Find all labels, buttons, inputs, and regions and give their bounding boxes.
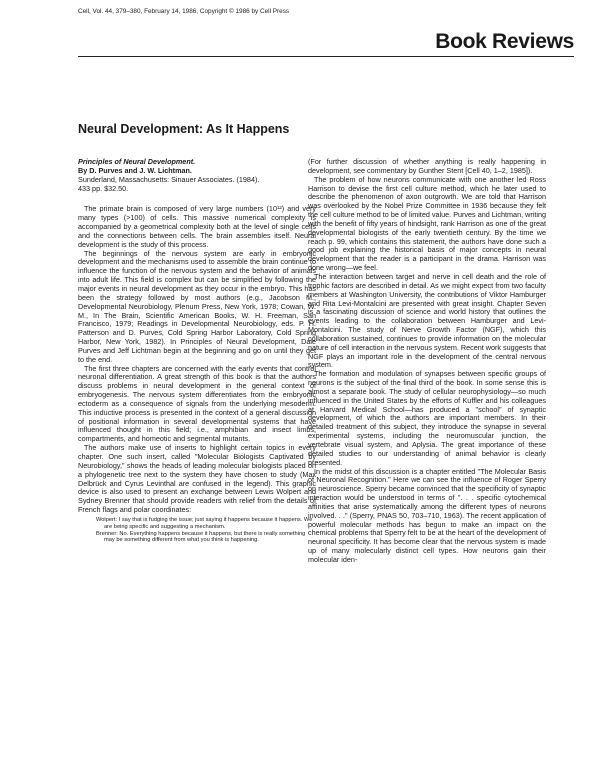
book-pages-price: 433 pp. $32.50.: [78, 183, 129, 193]
paragraph: The formation and modulation of synapses between specific groups of neurons is the subject of the final third of the book. In some sense this is almost a separate book. The study of cellular neurophysiology—so much influenced in the United States by the efforts of Kuffler and his colleagues at Harvard Medical School—has produced a "school" of synaptic development, of which the authors are important members. In their detailed treatment of this subject, they introduce the synapse in several experimental systems, including the neuromuscular junction, the vertebrate visual system, and Aplysia. The great importance of these detailed studies to our understanding of animal behavior is clearly presented.: [308, 369, 546, 467]
paragraph: (For further discussion of whether anything is really happening in development, see commentary by Gunther Stent [Cell 40, 1–2, 1985]).: [308, 158, 546, 175]
paragraph: The first three chapters are concerned with the early events that control neuronal differentiation. A great strength of this book is that the authors discuss problems in neural development in the general context of embryogenesis. The nervous system differentiates from the embryonic ectoderm as a consequence of signals from the underlying mesoderm. This inductive process is presented in the context of a general discussion of positional information in several developmental systems that have influenced thought in this field; i.e., amphibian and insect limbs, compartments, and homeotic and segmental mutants.: [78, 363, 316, 444]
right-column: [308, 158, 546, 754]
paragraph: The primate brain is composed of very large numbers (10¹²) and very many types (>100) of cells. This massive numerical complexity is accompanied by a geometrical complexity both at the level of single cells and the connections between cells. The brain assembles itself. Neural development is the study of this process.: [78, 204, 316, 249]
paragraph: The problem of how neurons communicate with one another led Ross Harrison to devise the first cell culture method, which he later used to describe the phenomenon of axon outgrowth. We are told that Harrison was overlooked by the Nobel Prize Committee in 1936 because they felt the cell culture method to be of limited value. Purves and Lichtman, writing with the benefit of fifty years of hindsight, rank Harrison as one of the great developmental biologists of the early twentieth century. By the time we reach p. 99, which contains this statement, the authors have done such a good job explaining the historical basis of major concepts in neural development that the reader is a participant in the drama. Harrison was done wrong—we feel.: [308, 174, 546, 273]
left-column: [78, 158, 316, 754]
book-authors: By D. Purves and J. W. Lichtman.: [78, 165, 192, 175]
dialogue-line: Brenner: No. Everything happens because it happens, but there is really something may be something different from what you think is happening.: [96, 530, 306, 544]
book-title: Principles of Neural Development.: [78, 158, 196, 166]
book-publisher: Sunderland, Massachusetts: Sinauer Associates. (1984).: [78, 174, 260, 184]
dialogue-line: Wolpert: I say that is fudging the issue; just saying it happens because it happens. We are being specific and suggesting a mechanism.: [96, 516, 313, 530]
header-rule: [78, 56, 574, 57]
paragraph: The beginnings of the nervous system are early in embryonic development and the mechanisms used to assemble the brain continue to influence the function of the nervous system and the behavior of animals into adult life. This field is complex but can be simplified by following the major events in neural development as they occur in the embryo. This has been the strategy followed by most authors (e.g., Jacobson M., Developmental Neurobiology, Plenum Press, New York, 1978; Cowan, W. M., In The Brain, Scientific American Books, W. H. Freeman, San Francisco, 1979; Readings in Developmental Neurobiology, eds. P. H. Patterson and D. Purves, Cold Spring Harbor Laboratory, Cold Spring Harbor, New York, 1982). In Principles of Neural Development, Dale Purves and Jeff Lichtman begin at the beginning and go on until they get to the end.: [78, 248, 316, 364]
book-info: [78, 158, 316, 193]
section-title: Book Reviews: [435, 30, 574, 53]
dialogue-quote: [96, 517, 316, 544]
review-title: Neural Development: As It Happens: [78, 122, 290, 136]
paragraph: In the midst of this discussion is a chapter entitled "The Molecular Basis of Neuronal Recognition." Here we can see the influence of Roger Sperry on neuroscience. Sperry became convinced that the specificity of synaptic interaction would be understood in terms of ". . . specific cytochemical affinities that arise systematically among the different types of neurons involved. . ." (Sperry, PNAS 50, 703–710, 1963). The recent application of powerful molecular methods has begun to make an impact on the chemical problems that Sperry felt to be at the heart of the development of neuronal specificity. It has become clear that the nervous system is made up of many molecularly distinct cell types. How neurons gain their molecular iden-: [308, 466, 546, 564]
paragraph: The interaction between target and nerve in cell death and the role of trophic factors are described in detail. As we might expect from two faculty members at Washington University, the contributions of Viktor Hamburger and Rita Levi-Montalcini are presented with great insight. Chapter Seven is a fascinating discussion of science and world history that outlines the events leading to the collaboration between Hamburger and Levi-Montalcini. The study of Nerve Growth Factor (NGF), which this collaboration sustained, continues to provide information on the molecular nature of cell interaction in the nervous system. Recent work suggests that NGF plays an important role in the development of the central nervous system.: [308, 271, 546, 370]
journal-citation: Cell, Vol. 44, 379–380, February 14, 1986, Copyright © 1986 by Cell Press: [78, 8, 290, 15]
paragraph: The authors make use of inserts to highlight certain topics in every chapter. One such insert, called "Molecular Biologists Captivated by Neurobiology," shows the heads of leading molecular biologists placed on a phylogenetic tree next to the system they have chosen to study (Max Delbrück and Cyrus Levinthal are confused in the legend). This graphic device is also used to present an exchange between Lewis Wolpert and Sydney Brenner that should provide readers with relief from the details of French flags and polar coordinates:: [78, 443, 316, 515]
